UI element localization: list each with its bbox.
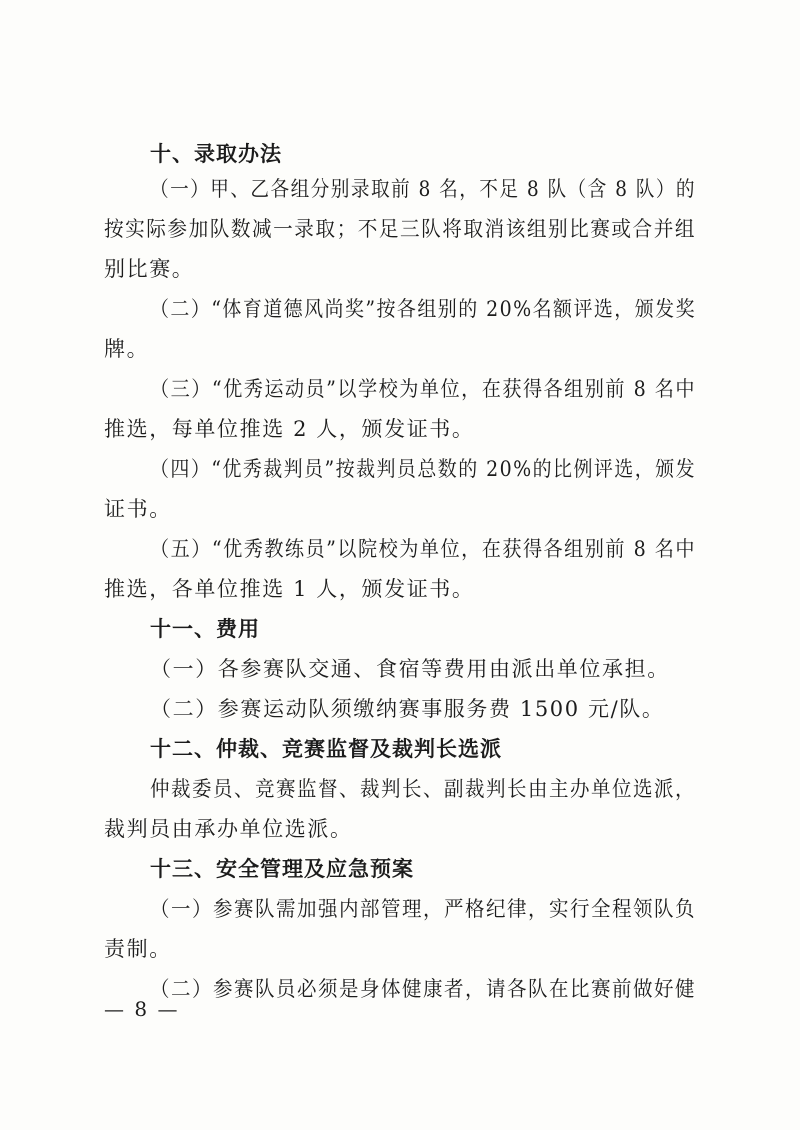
paragraph-line: 别比赛。 bbox=[104, 257, 195, 281]
paragraph-line: （一）甲、乙各组分别录取前 8 名，不足 8 队（含 8 队）的 bbox=[150, 177, 696, 201]
page-number: — 8 — bbox=[104, 997, 180, 1021]
paragraph-line: 证书。 bbox=[104, 497, 172, 521]
paragraph-line: 推选，每单位推选 2 人，颁发证书。 bbox=[104, 417, 475, 441]
paragraph-line: 裁判员由承办单位选派。 bbox=[104, 817, 353, 841]
paragraph-line: （三）“优秀运动员”以学校为单位，在获得各组别前 8 名中 bbox=[150, 377, 696, 401]
paragraph-line: （一）参赛队需加强内部管理，严格纪律，实行全程领队负 bbox=[150, 897, 696, 921]
paragraph-line: （二）参赛运动队须缴纳赛事服务费 1500 元/队。 bbox=[150, 697, 665, 721]
paragraph-line: （二）参赛队员必须是身体健康者，请各队在比赛前做好健 bbox=[150, 977, 696, 1001]
paragraph-line: （二）“体育道德风尚奖”按各组别的 20%名额评选，颁发奖 bbox=[150, 297, 696, 321]
paragraph-line: （四）“优秀裁判员”按裁判员总数的 20%的比例评选，颁发 bbox=[150, 457, 696, 481]
paragraph-line: 推选，各单位推选 1 人，颁发证书。 bbox=[104, 577, 475, 601]
paragraph-line: 按实际参加队数减一录取；不足三队将取消该组别比赛或合并组 bbox=[104, 217, 696, 241]
paragraph-line: （五）“优秀教练员”以院校为单位，在获得各组别前 8 名中 bbox=[150, 537, 696, 561]
section-13-heading: 十三、安全管理及应急预案 bbox=[150, 857, 414, 881]
section-10-heading: 十、录取办法 bbox=[150, 142, 282, 166]
paragraph-line: 责制。 bbox=[104, 937, 172, 961]
paragraph-line: （一）各参赛队交通、食宿等费用由派出单位承担。 bbox=[150, 657, 670, 681]
paragraph-line: 牌。 bbox=[104, 337, 150, 361]
paragraph-line: 仲裁委员、竞赛监督、裁判长、副裁判长由主办单位选派， bbox=[150, 777, 696, 801]
section-11-heading: 十一、费用 bbox=[150, 617, 260, 641]
section-12-heading: 十二、仲裁、竞赛监督及裁判长选派 bbox=[150, 737, 502, 761]
